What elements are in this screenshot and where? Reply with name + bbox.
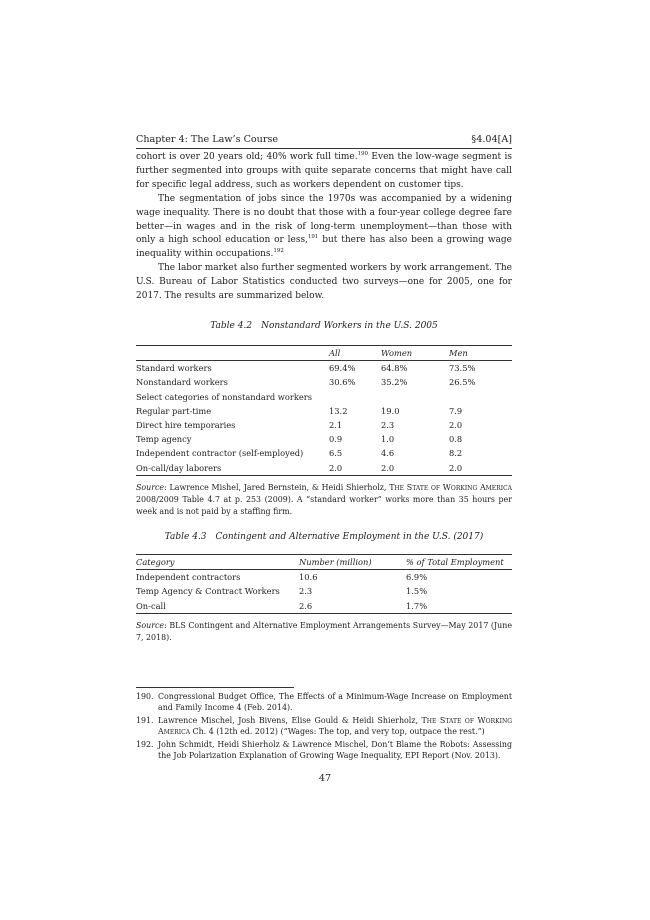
footnotes	[136, 691, 512, 762]
column-header-category: Category	[136, 554, 299, 569]
table-row: On-call 2.6 1.7%	[136, 600, 428, 611]
column-header-women: Women	[381, 345, 449, 360]
table-row: Independent contractor (self-employed) 6.5 4.6 8.2	[136, 448, 463, 459]
table-header-row	[136, 345, 512, 360]
section-number: §4.04[A]	[471, 134, 512, 145]
table-4-3-source: Source: BLS Contingent and Alternative Employment Arrangements Survey—May 2017 (June 7, 2018).	[136, 620, 512, 642]
table-row: Nonstandard workers 30.6% 35.2% 26.5%	[136, 377, 476, 388]
page-body	[136, 134, 512, 644]
paragraph-3: The labor market also further segmented workers by work arrangement. The U.S. Bureau of Labor Statistics conducted two surveys—one for 2005, one for 2017. The results are summarized below.	[136, 263, 512, 302]
footnote-divider	[136, 687, 294, 688]
footnote-ref-191[interactable]: 191	[307, 234, 319, 241]
table-row: Select categories of nonstandard workers	[136, 391, 313, 402]
column-header-number: Number (million)	[299, 554, 406, 569]
paragraph-1: cohort is over 20 years old; 40% work full time.$^{190}$ Even the low-wage segment is further segmented into groups with quite separate concerns that might have call for specific legal address, such as workers dependent on customer tips.	[136, 151, 512, 190]
footnote-192: 192. John Schmidt, Heidi Shierholz & Lawrence Mischel, Don’t Blame the Robots: Assessing the Job Polarization Explanation of Growing Wage Inequality, EPI Report (Nov. 2013).	[136, 739, 512, 761]
table-4-2	[136, 345, 512, 476]
table-row: On-call/day laborers 2.0 2.0 2.0	[136, 462, 463, 473]
table-4-2-caption: Table 4.2 Nonstandard Workers in the U.S. 2005	[210, 320, 438, 331]
table-4-2-source: Source: Lawrence Mishel, Jared Bernstein, & Heidi Shierholz, The State of Working America 2008/2009 Table 4.7 at p. 253 (2009). A “standard worker” works more than 35 hours per week and is not paid by a staffing firm.	[136, 482, 512, 516]
column-header-men: Men	[449, 345, 512, 360]
table-header-row	[136, 554, 512, 569]
table-row: Standard workers 69.4% 64.8% 73.5%	[136, 363, 476, 374]
chapter-title: Chapter 4: The Law’s Course	[136, 134, 279, 145]
table-row: Temp agency 0.9 1.0 0.8	[136, 434, 463, 445]
column-header	[136, 345, 329, 360]
footnote-191: 191. Lawrence Mischel, Josh Bivens, Elise Gould & Heidi Shierholz, The State of Working America Ch. 4 (12th ed. 2012) (“Wages: The top, and very top, outpace the rest.”)	[136, 715, 512, 737]
column-header-all: All	[329, 345, 381, 360]
page-number: 47	[318, 773, 332, 784]
table-row: Temp Agency & Contract Workers 2.3 1.5%	[136, 586, 428, 597]
table-4-3-caption: Table 4.3 Contingent and Alternative Employment in the U.S. (2017)	[164, 531, 484, 542]
paragraph-2: The segmentation of jobs since the 1970s was accompanied by a widening wage inequality. There is no doubt that those with a four-year college degree fare better—in wages and in the risk of long-term unemployment—than those with only a high school education or less,$^{191}$ but there has also been a growing wage inequality within occupations.$^{192}$	[136, 193, 512, 260]
table-4-3	[136, 554, 512, 614]
column-header-percent: % of Total Employment	[406, 554, 512, 569]
footnote-ref-192[interactable]: 192	[273, 248, 284, 255]
running-header	[136, 134, 512, 149]
footnote-190: 190. Congressional Budget Office, The Effects of a Minimum-Wage Increase on Employment and Family Income 4 (Feb. 2014).	[136, 692, 512, 713]
table-row: Regular part-time 13.2 19.0 7.9	[136, 405, 463, 416]
table-row: Direct hire temporaries 2.1 2.3 2.0	[136, 420, 463, 430]
footnote-ref-190[interactable]: 190	[357, 151, 369, 157]
table-row: Independent contractors 10.6 6.9%	[136, 572, 428, 583]
